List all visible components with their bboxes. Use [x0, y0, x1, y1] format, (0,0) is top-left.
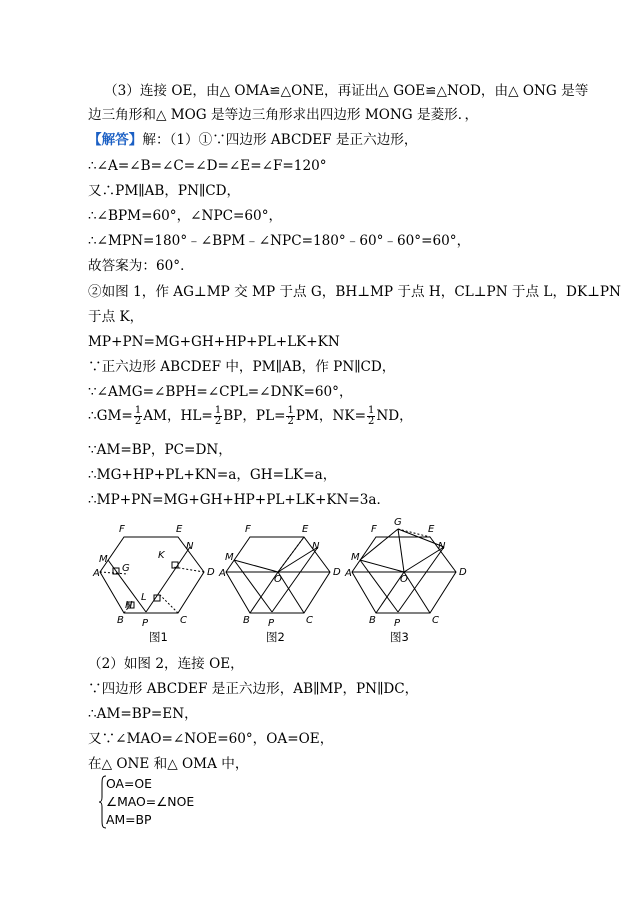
svg-text:L: L	[141, 592, 147, 603]
fraction-half: $\frac{1}{2}$	[214, 405, 222, 427]
text-line: 故答案为：60°．	[88, 258, 194, 274]
frac-part: PM，NK=	[295, 408, 366, 424]
text-line: ∵∠AMG=∠BPH=∠CPL=∠DNK=60°，	[88, 384, 353, 400]
frac-part: BP，PL=	[223, 408, 286, 424]
svg-text:D: D	[333, 567, 341, 578]
svg-text:K: K	[158, 550, 165, 561]
text-line	[88, 131, 418, 149]
text-line: 于点 K，	[88, 309, 144, 325]
svg-text:M: M	[351, 552, 360, 563]
text-line: ∴AM=BP=EN，	[88, 706, 198, 722]
system-line: ∠MAO=∠NOE	[106, 794, 195, 809]
svg-text:H: H	[125, 600, 133, 611]
svg-text:M: M	[225, 552, 234, 563]
figure-caption: 图1	[149, 630, 168, 644]
svg-text:F: F	[119, 524, 125, 535]
text-line: ∴∠A=∠B=∠C=∠D=∠E=∠F=120°	[88, 158, 327, 174]
frac-prefix: ∴GM=	[88, 408, 133, 424]
text-line: 在△ ONE 和△ OMA 中，	[88, 756, 249, 772]
svg-text:E: E	[176, 524, 183, 535]
svg-text:N: N	[438, 541, 446, 552]
system-line: AM=BP	[106, 812, 152, 827]
svg-text:D: D	[207, 567, 215, 578]
svg-text:C: C	[432, 615, 439, 626]
text-line: ∵AM=BP，PC=DN，	[88, 442, 232, 458]
fraction-half: $\frac{1}{2}$	[287, 405, 294, 427]
svg-text:B: B	[243, 615, 250, 626]
fraction-line	[88, 404, 413, 428]
svg-text:C: C	[306, 615, 313, 626]
svg-text:P: P	[142, 618, 149, 629]
text-line: 又∴PM∥AB，PN∥CD，	[88, 183, 241, 199]
text-line: 边三角形和△ MOG 是等边三角形求出四边形 MONG 是菱形．，	[88, 107, 479, 123]
text-line: ∵四边形 ABCDEF 是正六边形，AB∥MP，PN∥DC，	[88, 681, 419, 697]
svg-text:O: O	[400, 574, 408, 585]
frac-part: AM，HL=	[143, 408, 213, 424]
svg-text:B: B	[117, 615, 124, 626]
svg-text:A: A	[93, 568, 100, 579]
figure-caption: 图2	[266, 630, 285, 644]
text-line: （3）连接 OE，由△ OMA≌△ONE，再证出△ GOE≌△NOD，由△ ONG 是等	[104, 83, 589, 99]
geometry-figures	[0, 515, 640, 650]
frac-part: ND，	[376, 408, 413, 424]
text-line: （2）如图 2，连接 OE，	[88, 656, 244, 672]
svg-text:F: F	[245, 524, 251, 535]
figure-caption: 图3	[390, 630, 409, 644]
svg-text:E: E	[302, 524, 309, 535]
text-line: ∴∠MPN=180°﹣∠BPM﹣∠NPC=180°﹣60°﹣60°=60°，	[88, 233, 471, 249]
svg-text:N: N	[186, 541, 194, 552]
system-line: OA=OE	[106, 776, 152, 791]
svg-text:G: G	[122, 563, 130, 574]
fraction-half: $\frac{1}{2}$	[367, 405, 375, 427]
svg-text:M: M	[99, 554, 108, 565]
text-line-body: 解：（1）①∵四边形 ABCDEF 是正六边形，	[142, 132, 418, 148]
text-line: ∵正六边形 ABCDEF 中，PM∥AB，作 PN∥CD，	[88, 359, 396, 375]
fraction-half: $\frac{1}{2}$	[134, 405, 142, 427]
svg-text:D: D	[459, 567, 467, 578]
text-line: 又∵∠MAO=∠NOE=60°，OA=OE，	[88, 731, 334, 747]
svg-text:P: P	[268, 618, 275, 629]
svg-text:P: P	[394, 618, 401, 629]
text-line: ∴MG+HP+PL+KN=a，GH=LK=a，	[88, 467, 337, 483]
svg-text:B: B	[369, 615, 376, 626]
text-line: ②如图 1，作 AG⊥MP 交 MP 于点 G，BH⊥MP 于点 H，CL⊥PN 于点 L，DK⊥PN	[88, 284, 621, 300]
text-line: MP+PN=MG+GH+HP+PL+LK+KN	[88, 334, 340, 350]
answer-tag: 【解答】	[88, 132, 143, 148]
text-line: ∴MP+PN=MG+GH+HP+PL+LK+KN=3a．	[88, 492, 391, 508]
svg-text:E: E	[428, 524, 435, 535]
svg-text:A: A	[219, 568, 226, 579]
svg-text:G: G	[394, 517, 402, 528]
text-line: ∴∠BPM=60°，∠NPC=60°，	[88, 208, 283, 224]
svg-text:A: A	[345, 568, 352, 579]
svg-text:C: C	[180, 615, 187, 626]
svg-text:O: O	[274, 574, 282, 585]
svg-text:N: N	[312, 541, 320, 552]
svg-text:F: F	[371, 524, 377, 535]
